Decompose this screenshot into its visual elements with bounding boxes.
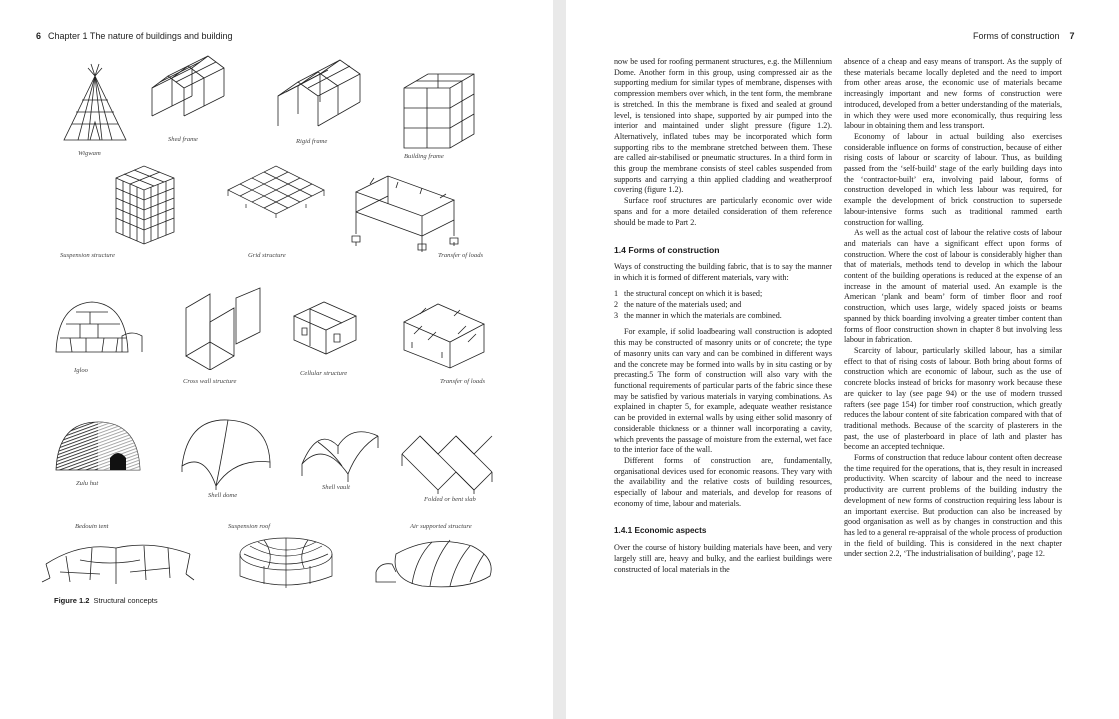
paragraph: Over the course of history building materials have been, and very largely still are, heavy and bulky, and the earliest buildings were constructed of local materials in the — [614, 543, 832, 574]
paragraph: As well as the actual cost of labour the relative costs of labour and materials can have a significant effect upon forms of construction. Where the cost of labour is considerably higher than that of materials, methods tend to develop in which the labour content of the building operations is reduced at the expense of an increase in the amount of material used. An example is the American ‘plank and beam’ form of timber floor and roof construction, which uses large, widely spaced joists or beams spanned by thick boarding involving a greater timber content than forms of floor construction shown in chapter 8 but involving less labour in fabrication. — [844, 228, 1062, 345]
suspension-roof-drawing — [234, 532, 340, 590]
paragraph: For example, if solid loadbearing wall construction is adopted this may be constructed of masonry units or of concrete; the type of masonry units can vary and can be combined in different ways and the concrete may be formed into walls by in situ casting or by precasting.5 The form of construction will also vary with the functional requirements of particular parts of the fabric since these may be satisfied by various materials in varying combinations. As explained in chapter 5, for example, adequate weather resistance can be provided in external walls by using either solid masonry of considerable thickness or a thinner wall incorporating a cavity, which prevents the passage of moisture from the external, wet face to the interior face of the wall. — [614, 327, 832, 455]
list-item: 1 the structural concept on which it is based; — [614, 289, 763, 299]
right-running-head — [973, 31, 1075, 41]
right-page — [566, 0, 1119, 719]
left-page — [0, 0, 553, 719]
building-frame-label: Building frame — [404, 153, 444, 160]
zulu-hut-label: Zulu hut — [76, 480, 99, 487]
left-running-head — [36, 31, 232, 41]
shell-vault-label: Shell vault — [322, 484, 351, 491]
cross-wall-structure-drawing — [180, 286, 272, 370]
cellular-structure-drawing — [290, 296, 360, 358]
transfer-of-loads-frame-drawing — [350, 164, 462, 254]
grid-structure-drawing — [224, 160, 328, 220]
transfer-of-loads-label-1: Transfer of loads — [438, 252, 484, 259]
paragraph: Scarcity of labour, particularly skilled labour, has a similar effect to that of rising costs of labour. Both bring about forms of construction which are economic of labour, such as the use of concrete blocks instead of bricks for masonry work because these are quicker to lay (see page 94) or the use of modern trussed rafters (see page 154) for timber roof construction, which greatly reduces the labour content of site fabrication compared with that of traditional methods. Because of the scarcity of plasterers in the past, the use of plasterboard in place of lath and plaster has become an accepted technique. — [844, 345, 1062, 452]
figure-caption-label: Figure 1.2 — [54, 596, 90, 605]
figure-caption — [54, 596, 158, 605]
paragraph: absence of a cheap and easy means of transport. As the supply of these materials became locally depleted and the need to import from other areas arose, the economic use of materials became increasingly important and new forms of construction were introduced, developed from a better understanding of the materials, in which they were used more economically, thus requiring less labour in obtaining them and less transport. — [844, 57, 1063, 131]
transfer-of-loads-walls-drawing — [398, 294, 490, 372]
bedouin-tent-drawing — [40, 534, 196, 586]
suspension-structure-label: Suspension structure — [60, 252, 115, 259]
section-heading-forms-of-construction: 1.4 Forms of construction — [614, 245, 720, 256]
cellular-structure-label: Cellular structure — [300, 370, 348, 377]
zulu-hut-drawing — [52, 418, 142, 474]
air-supported-structure-label: Air supported structure — [410, 523, 472, 530]
folded-slab-drawing — [398, 414, 498, 494]
building-frame-drawing — [398, 64, 480, 152]
text-column-1 — [614, 57, 832, 575]
figure-caption-text: Structural concepts — [93, 596, 158, 605]
suspension-structure-drawing — [110, 160, 180, 246]
shed-frame-drawing — [148, 54, 232, 128]
right-page-number: 7 — [1069, 31, 1075, 41]
paragraph: Surface roof structures are particularly economic over wide spans and for a more detailed consideration of them reference should be made to Part 2. — [614, 196, 832, 227]
shell-vault-drawing — [298, 418, 382, 484]
grid-structure-label: Grid structure — [248, 252, 286, 259]
list-item: 3 the manner in which the materials are combined. — [614, 310, 782, 320]
folded-slab-label: Folded or bent slab — [424, 496, 476, 503]
text-column-2 — [844, 57, 1062, 560]
paragraph: Economy of labour in actual building also exercises considerable influence on forms of construction, because of either rising costs of labour or scarcity of labour. Thus, as building passed from the ‘self-build’ stage of the early building days into the ‘contractor-built’ era, involving paid labour, forms of construction developed in which less labour was required, for example the development of brick construction to supersede labour-intensive forms such as traditional rammed earth construction for walling. — [844, 131, 1062, 227]
left-chapter-title: Chapter 1 The nature of buildings and building — [48, 31, 233, 41]
igloo-drawing — [52, 296, 146, 358]
list-item: 2 the nature of the materials used; and — [614, 300, 742, 310]
wigwam-drawing — [58, 62, 132, 144]
wigwam-label: Wigwam — [78, 150, 101, 157]
rigid-frame-drawing — [272, 56, 372, 136]
suspension-roof-label: Suspension roof — [228, 523, 271, 530]
subsection-heading-economic-aspects: 1.4.1 Economic aspects — [614, 526, 707, 536]
right-section-title: Forms of construction — [973, 31, 1060, 41]
paragraph: Different forms of construction are, fundamentally, organisational devices used for economic reasons. They vary with the availability and the relative costs of building resources, especially of labour and materials, and develop for reasons of economy of time, labour and materials. — [614, 455, 832, 508]
shed-frame-label: Shed frame — [168, 136, 198, 143]
air-supported-structure-drawing — [372, 532, 498, 590]
left-page-number: 6 — [36, 31, 42, 41]
cross-wall-structure-label: Cross wall structure — [183, 378, 237, 385]
shell-dome-label: Shell dome — [208, 492, 238, 499]
paragraph: Forms of construction that reduce labour content often decrease the time required for the operations, that is, they result in increased productivity. When scarcity of labour and the need to increase productivity are current problems of the building industry the development of new forms of construction requiring less labour is an important exercise. But production can also be increased by good organisation as well as by changes in construction and this has led to a general re-appraisal of the whole process of production in the field of building. This is considered in the next chapter under section 2.2, ‘The industrialisation of building’, page 12. — [844, 453, 1062, 559]
shell-dome-drawing — [178, 416, 274, 490]
transfer-of-loads-label-2: Transfer of loads — [440, 378, 486, 385]
paragraph: Ways of constructing the building fabric, that is to say the manner in which it is formed of different materials, vary with: — [614, 261, 832, 282]
numbered-list — [614, 289, 832, 321]
igloo-label: Igloo — [74, 367, 88, 374]
bedouin-tent-label: Bedouin tent — [75, 523, 109, 530]
paragraph: now be used for roofing permanent structures, e.g. the Millennium Dome. Another form in this group, using compressed air as the supporting medium for similar types of membrane, dispenses with compression members over which, in the tent form, the membrane is stretched. In this the membrane is fixed and sealed at ground level, is tensioned into shape, supported by air pumped into the interior and maintained under slight pressure (figure 1.2). Alternatively, inflated tubes may be incorporated which form supporting ribs to the membrane stretched between them. These are called air-stabilised or pneumatic structures. In a third form in this group the membrane consists of steel cables suspended from supports and carrying a thin applied cladding and weatherproof covering (figure 1.2). — [614, 57, 832, 195]
rigid-frame-label: Rigid frame — [296, 138, 328, 145]
